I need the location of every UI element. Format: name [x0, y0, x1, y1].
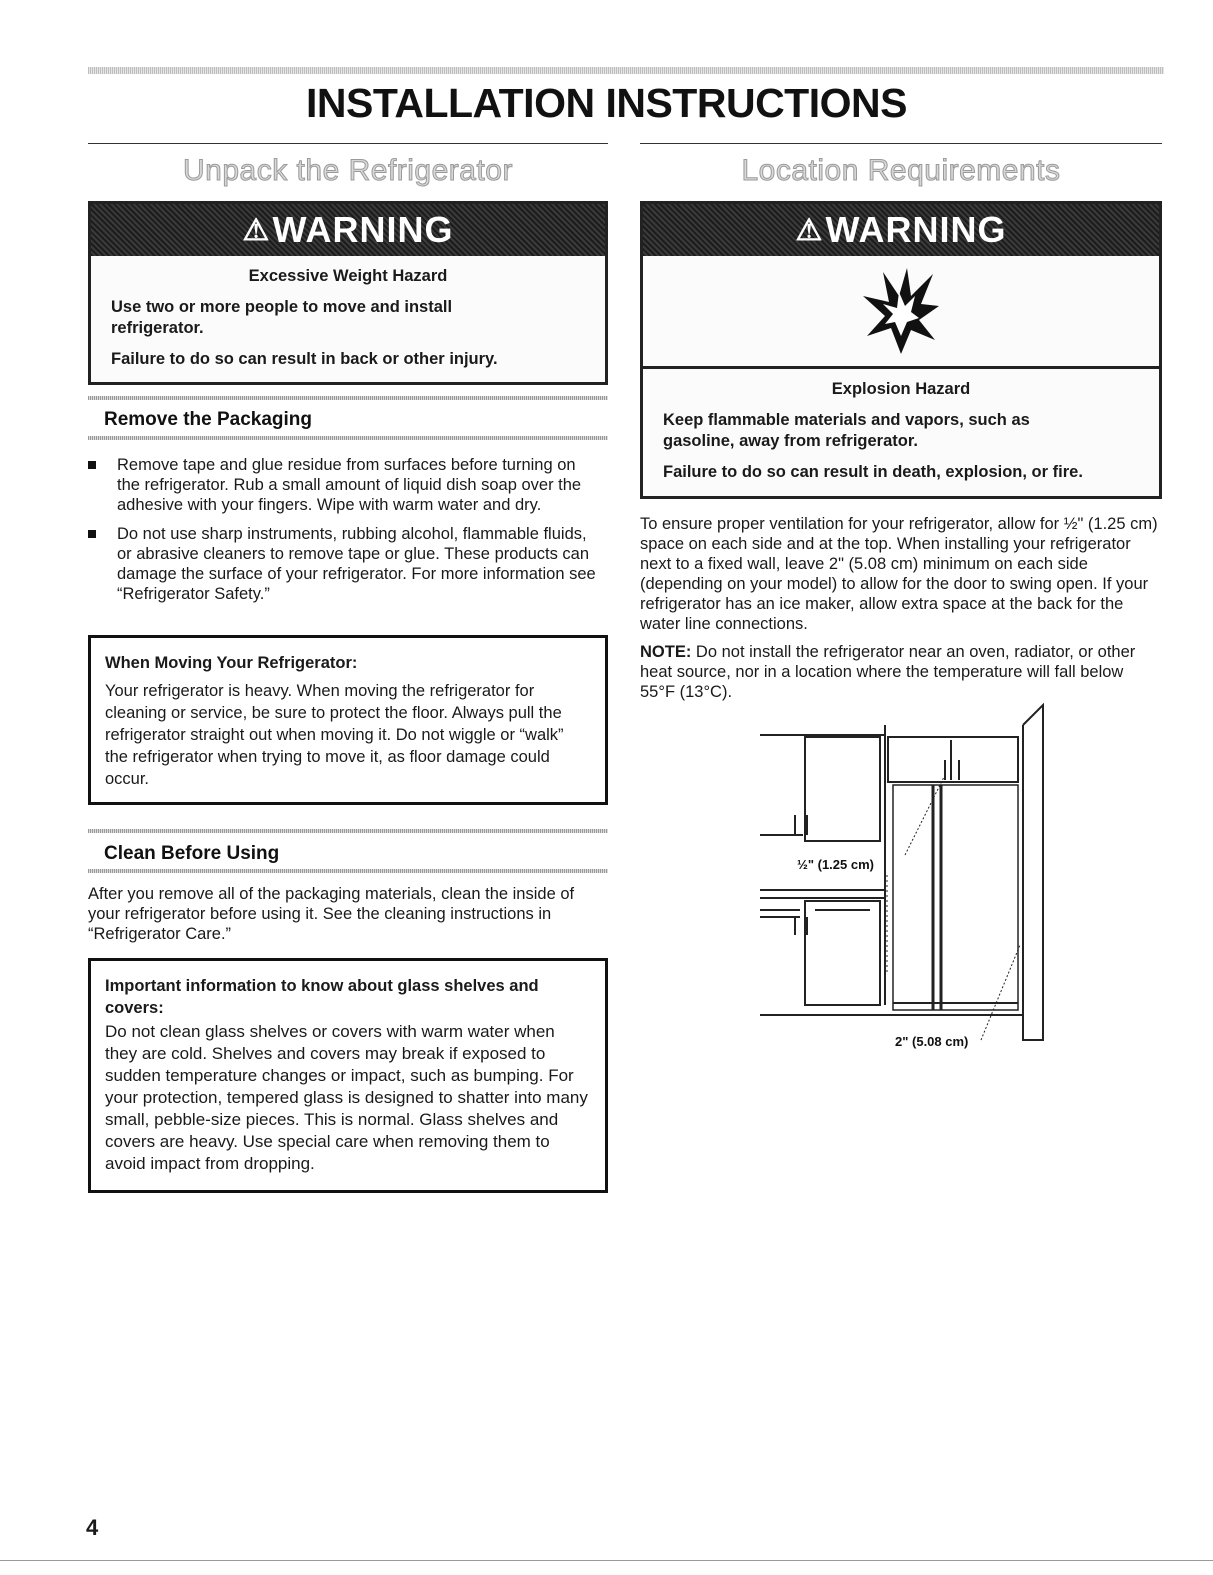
list-item: Remove tape and glue residue from surfaces before turning on the refrigerator. Rub a small amount of liquid dish soap over the adhesive with your fingers. Wipe with warm water and dry. — [88, 455, 598, 515]
weight-warning-box — [88, 201, 608, 385]
explosion-warning-box — [640, 201, 1162, 499]
page-number: 4 — [86, 1515, 99, 1540]
side-clearance-label: ½" (1.25 cm) — [797, 857, 874, 872]
rule — [88, 829, 608, 833]
warning-header — [643, 204, 1159, 256]
bullet-icon — [88, 530, 96, 538]
wall-clearance-label: 2" (5.08 cm) — [895, 1034, 969, 1049]
rule — [88, 436, 608, 440]
left-column-rule — [88, 143, 608, 144]
rule — [88, 396, 608, 400]
list-item: Do not use sharp instruments, rubbing alcohol, flammable fluids, or abrasive cleaners to remove tape or glue. These products can damage the surface of your refrigerator. For more information see “Refrigerator Safety.” — [88, 524, 598, 604]
warning-triangle-icon: ⚠ — [795, 213, 824, 247]
warning-label: WARNING — [825, 209, 1007, 250]
page-title: INSTALLATION INSTRUCTIONS — [306, 80, 907, 126]
rule — [88, 869, 608, 873]
warning-triangle-icon: ⚠ — [242, 213, 271, 247]
section-title-location: Location Requirements — [741, 154, 1061, 187]
hazard-title: Excessive Weight Hazard — [248, 267, 448, 285]
warning-label: WARNING — [272, 209, 454, 250]
moving-box-body: Your refrigerator is heavy. When moving the refrigerator for cleaning or service, be sure to protect the floor. Always pull the refrigerator straight out when moving it. Do not wiggle or “walk” the refrigerator when trying to move it, as floor damage could occur. — [105, 682, 564, 788]
top-decorative-rule — [88, 67, 1164, 74]
section-title-unpack: Unpack the Refrigerator — [183, 154, 513, 187]
clearance-diagram — [755, 685, 1055, 1055]
ventilation-paragraph: To ensure proper ventilation for your refrigerator, allow for ½" (1.25 cm) space on each side and at the top. When installing your refrigerator next to a fixed wall, leave 2" (5.08 cm) minimum on each side (depending on your model) to allow for the door to swing open. If your refrigerator has an ice maker, allow extra space at the back for the water line connections. — [640, 515, 1158, 633]
note-text: Do not install the refrigerator near an oven, radiator, or other heat source, nor in a location where the temperature will fall below 55°F (13°C). — [640, 643, 1136, 701]
bottom-rule — [0, 1560, 1213, 1561]
moving-info-box — [88, 635, 608, 805]
note-label: NOTE: — [640, 643, 692, 661]
warning-consequence: Failure to do so can result in death, explosion, or fire. — [663, 463, 1083, 481]
warning-instruction: Use two or more people to move and install refrigerator. — [111, 298, 453, 337]
warning-consequence: Failure to do so can result in back or other injury. — [111, 350, 498, 368]
clean-before-text: After you remove all of the packaging materials, clean the inside of your refrigerator before using it. See the cleaning instructions in “Refrigerator Care.” — [88, 885, 575, 943]
glass-shelves-info-box — [88, 958, 608, 1193]
glass-box-heading: Important information to know about glass shelves and covers: — [105, 977, 539, 1017]
explosion-symbol-area — [643, 256, 1159, 369]
right-column-rule — [640, 143, 1162, 144]
warning-instruction: Keep flammable materials and vapors, such as gasoline, away from refrigerator. — [663, 411, 1030, 450]
warning-header — [91, 204, 605, 256]
remove-packaging-heading: Remove the Packaging — [104, 409, 313, 430]
bullet-icon — [88, 461, 96, 469]
clean-before-heading: Clean Before Using — [104, 843, 280, 864]
hazard-title: Explosion Hazard — [831, 380, 971, 398]
moving-box-heading: When Moving Your Refrigerator: — [105, 654, 358, 672]
explosion-icon — [861, 266, 941, 356]
packaging-bullet-list — [88, 455, 598, 613]
glass-box-body: Do not clean glass shelves or covers with warm water when they are cold. Shelves and covers may break if exposed to sudden temperature changes or impact, such as bumping. For your protection, tempered glass is designed to shatter into many small, pebble-size pieces. This is normal. Glass shelves and covers are heavy. Use special care when removing them to avoid impact from dropping. — [105, 1022, 588, 1173]
